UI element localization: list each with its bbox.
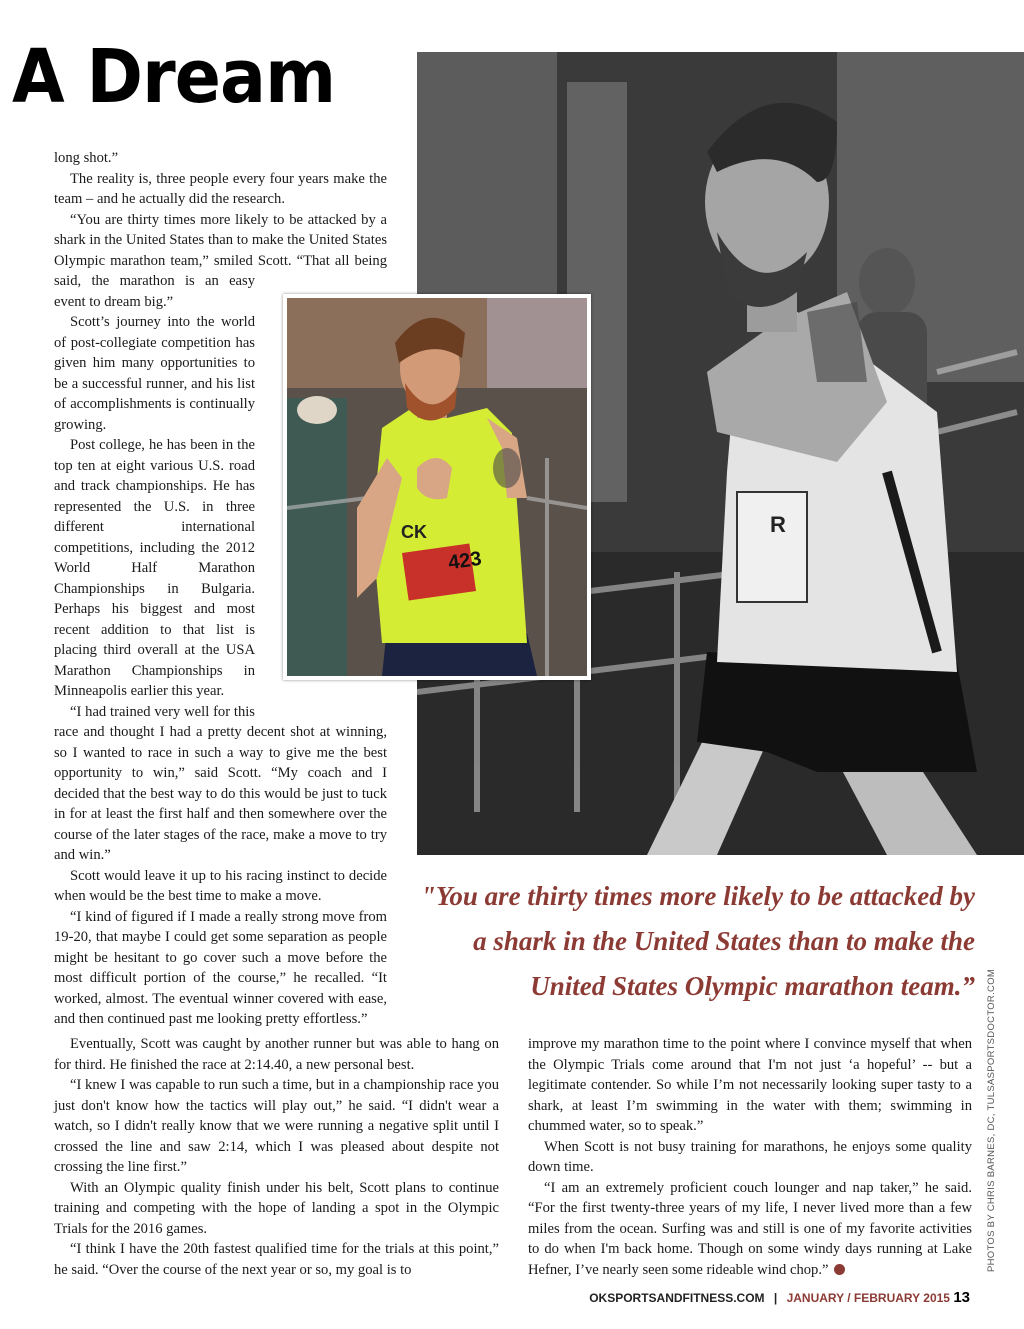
photo-credit: PHOTOS BY CHRIS BARNES, DC, TULSASPORTSDOCTOR.COM [986, 968, 997, 1272]
paragraph: “I had trained very well for this race and thought I had a pretty decent shot at winning, so I wanted to race in such a way to give me the best opportunity to win,” said Scott. “My coach and I decided that the best way to do this would be just to tuck in for at least the first half and then somewhere over the course of the later stages of the race, make a move to try and win.” [54, 703, 387, 863]
footer-issue: JANUARY / FEBRUARY 2015 [786, 1291, 950, 1305]
main-shirt-text: R [770, 512, 786, 537]
paragraph: “I am an extremely proficient couch lounger and nap taker,” he said. “For the first twenty-three years of my life, I never lived more than a few miles from the ocean. Surfing was and still is one of my favorite activities to do when I'm back home. Though on some windy days running at Lake Hefner, I’ve nearly seen some rideable wind chop.” [528, 1179, 972, 1278]
paragraph: “You are thirty times more likely to be attacked by a shark in the United States than to make the United States Olympic marathon team,” smiled Scott. “That all being said, the marathon is an easy event to dream big.” [54, 211, 387, 310]
paragraph: “I think I have the 20th fastest qualified time for the trials at this point,” he said. “Over the course of the next year or so, my goal is to [54, 1241, 499, 1278]
page-footer [589, 1289, 970, 1306]
pull-quote: "You are thirty times more likely to be attacked by a shark in the United States than to make the United States Olympic marathon team.” [420, 881, 975, 1001]
paragraph: When Scott is not busy training for marathons, he enjoys some quality down time. [528, 1138, 972, 1175]
paragraph: The reality is, three people every four years make the team – and he actually did the research. [54, 170, 387, 207]
paragraph: improve my marathon time to the point where I convince myself that when the Olympic Trials come around that I'm not just ‘a hopeful’ -- but a legitimate contender. So while I’m not necessarily looking super tasty to a shark, at least I’m swimming in the water with them; swimming in chummed water, so to speak.” [528, 1036, 972, 1134]
inset-bib-number: 423 [446, 547, 483, 575]
paragraph: Eventually, Scott was caught by another runner but was able to hang on for third. He finished the race at 2:14.40, a new personal best. [54, 1036, 499, 1073]
paragraph: “I kind of figured if I made a really strong move from 19-20, that maybe I could get some separation as people might be hesitant to go cover such a move before the most difficult portion of the course,” he recalled. “It worked, almost. The eventual winner covered with ease, and then continued past me looking pretty effortless.” [54, 908, 387, 1027]
paragraph: “I knew I was capable to run such a time, but in a championship race you just don't know how the tactics will play out,” he said. “I didn't wear a watch, so I didn't really know that we were running a negative split until I crossed the line and saw 2:14, which I was pleased about despite not crossing the line first.” [54, 1077, 499, 1175]
inset-shirt-text: CK [401, 522, 427, 542]
page-number: 13 [953, 1289, 970, 1306]
article-column-left-top [54, 148, 387, 1030]
footer-site: OKSPORTSANDFITNESS.COM [589, 1291, 765, 1305]
article-column-right [528, 1034, 972, 1280]
paragraph: long shot.” [54, 150, 119, 166]
headline: A Dream [12, 34, 336, 120]
footer-separator: | [773, 1291, 778, 1305]
paragraph: Scott’s journey into the world of post-collegiate competition has given him many opportunities to be a successful runner, and his list of accomplishments is continually growing. [54, 314, 255, 433]
paragraph: Post college, he has been in the top ten at eight various U.S. road and track championships. He has represented the U.S. in three different international competitions, including the 2012 World Half Marathon Championships in Bulgaria. Perhaps his biggest and most recent addition to that list is placing third overall at the USA Marathon Championships in Minneapolis earlier this year. [54, 437, 255, 699]
paragraph: Scott would leave it up to his racing instinct to decide when would be the best time to make a move. [54, 867, 387, 904]
article-column-left-bottom [54, 1034, 499, 1280]
paragraph: With an Olympic quality finish under his belt, Scott plans to continue training and competing with the hope of landing a spot in the Olympic Trials for the 2016 games. [54, 1179, 499, 1237]
inset-wrap-spacer [255, 286, 387, 706]
end-of-article-icon [834, 1264, 845, 1275]
